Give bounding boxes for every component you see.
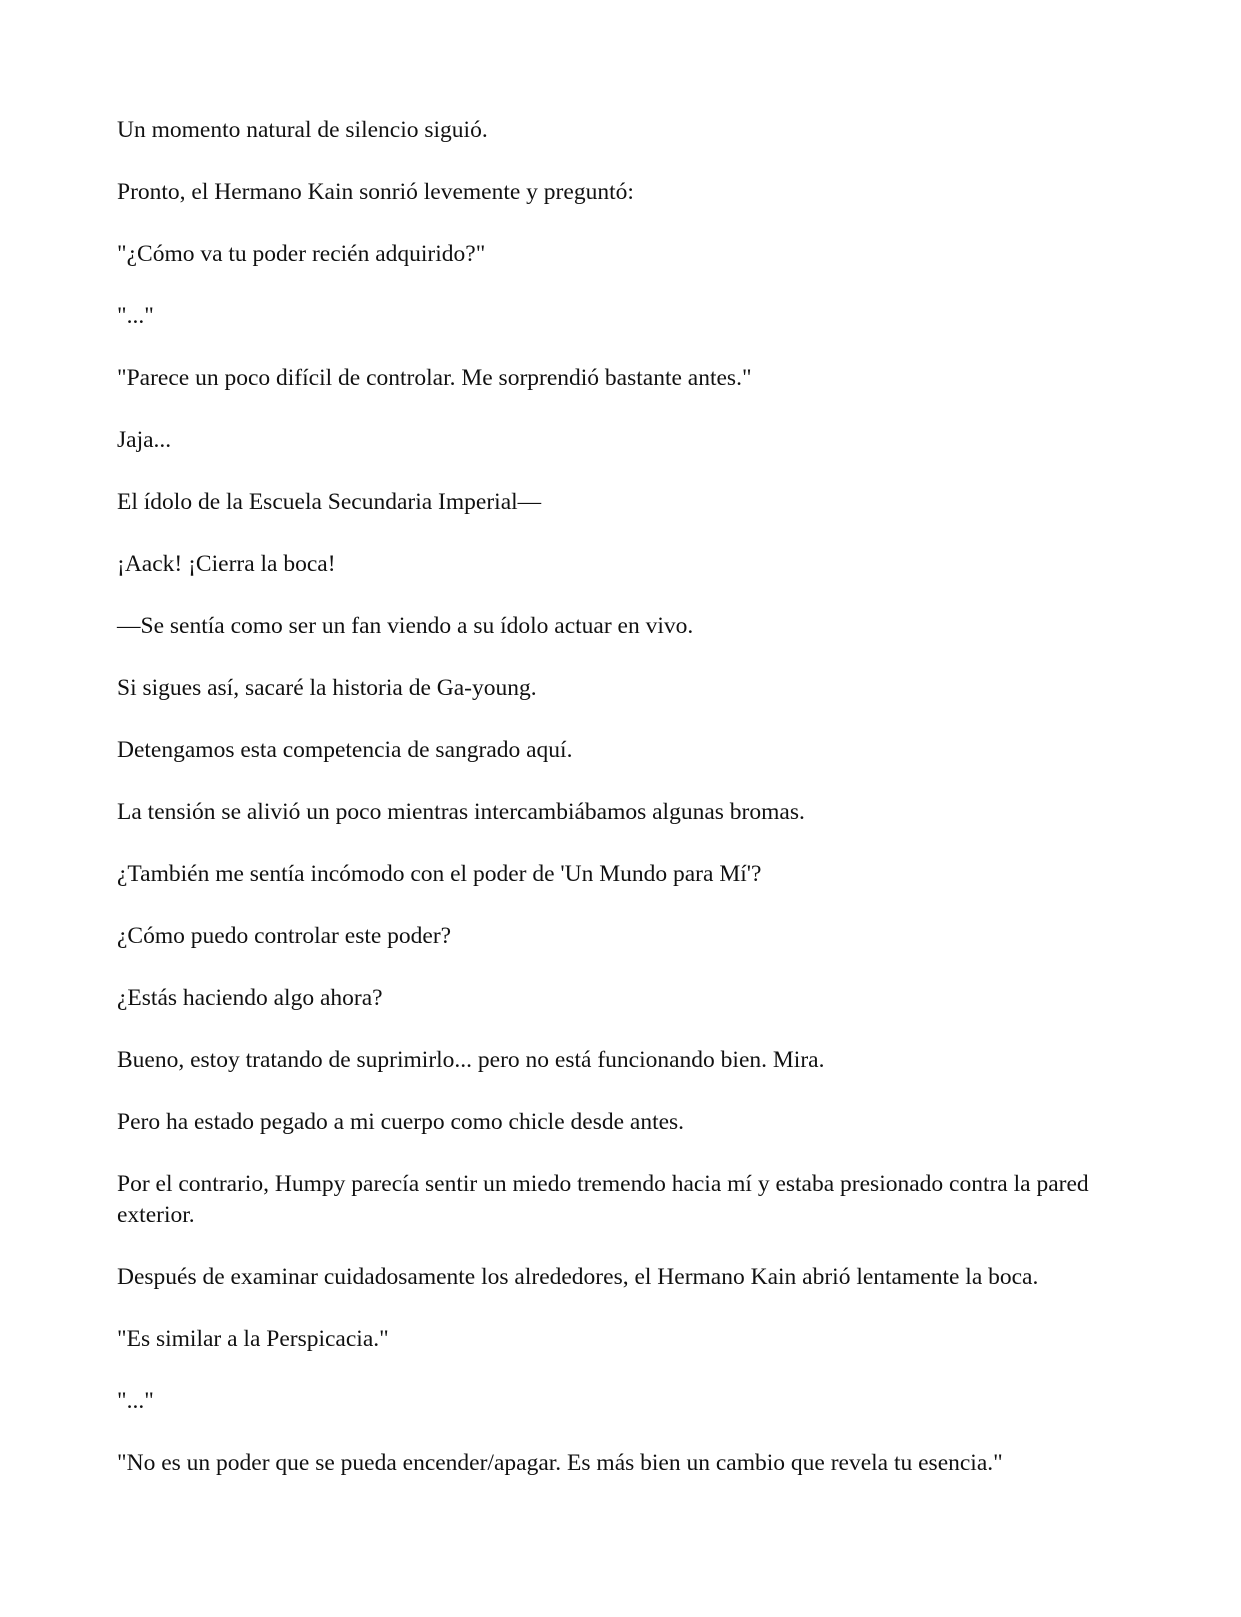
paragraph: "..." [117,303,154,329]
paragraph: "..." [117,1388,154,1414]
paragraph: Pero ha estado pegado a mi cuerpo como chicle desde antes. [117,1109,685,1135]
paragraph: El ídolo de la Escuela Secundaria Imperial— [117,489,542,515]
paragraph: Por el contrario, Humpy parecía sentir un miedo tremendo hacia mí y estaba presionado contra la pared exterior. [117,1171,1089,1228]
paragraph: ¿Cómo puedo controlar este poder? [117,923,452,949]
paragraph: La tensión se alivió un poco mientras intercambiábamos algunas bromas. [117,799,805,825]
paragraph: "No es un poder que se pueda encender/apagar. Es más bien un cambio que revela tu esencia." [117,1450,1003,1476]
paragraph: "Es similar a la Perspicacia." [117,1326,389,1352]
paragraph: "Parece un poco difícil de controlar. Me sorprendió bastante antes." [117,365,752,391]
document-body [117,115,1123,1510]
paragraph: Después de examinar cuidadosamente los alrededores, el Hermano Kain abrió lentamente la boca. [117,1264,1039,1290]
paragraph: ¿También me sentía incómodo con el poder de 'Un Mundo para Mí'? [117,861,762,887]
paragraph: Un momento natural de silencio siguió. [117,117,488,143]
paragraph: Si sigues así, sacaré la historia de Ga-young. [117,675,537,701]
paragraph: ¿Estás haciendo algo ahora? [117,985,383,1011]
paragraph: ¡Aack! ¡Cierra la boca! [117,551,336,577]
paragraph: Detengamos esta competencia de sangrado aquí. [117,737,573,763]
paragraph: Jaja... [117,427,172,453]
paragraph: Pronto, el Hermano Kain sonrió levemente y preguntó: [117,179,634,205]
paragraph: Bueno, estoy tratando de suprimirlo... pero no está funcionando bien. Mira. [117,1047,825,1073]
paragraph: "¿Cómo va tu poder recién adquirido?" [117,241,486,267]
paragraph: —Se sentía como ser un fan viendo a su ídolo actuar en vivo. [117,613,694,639]
